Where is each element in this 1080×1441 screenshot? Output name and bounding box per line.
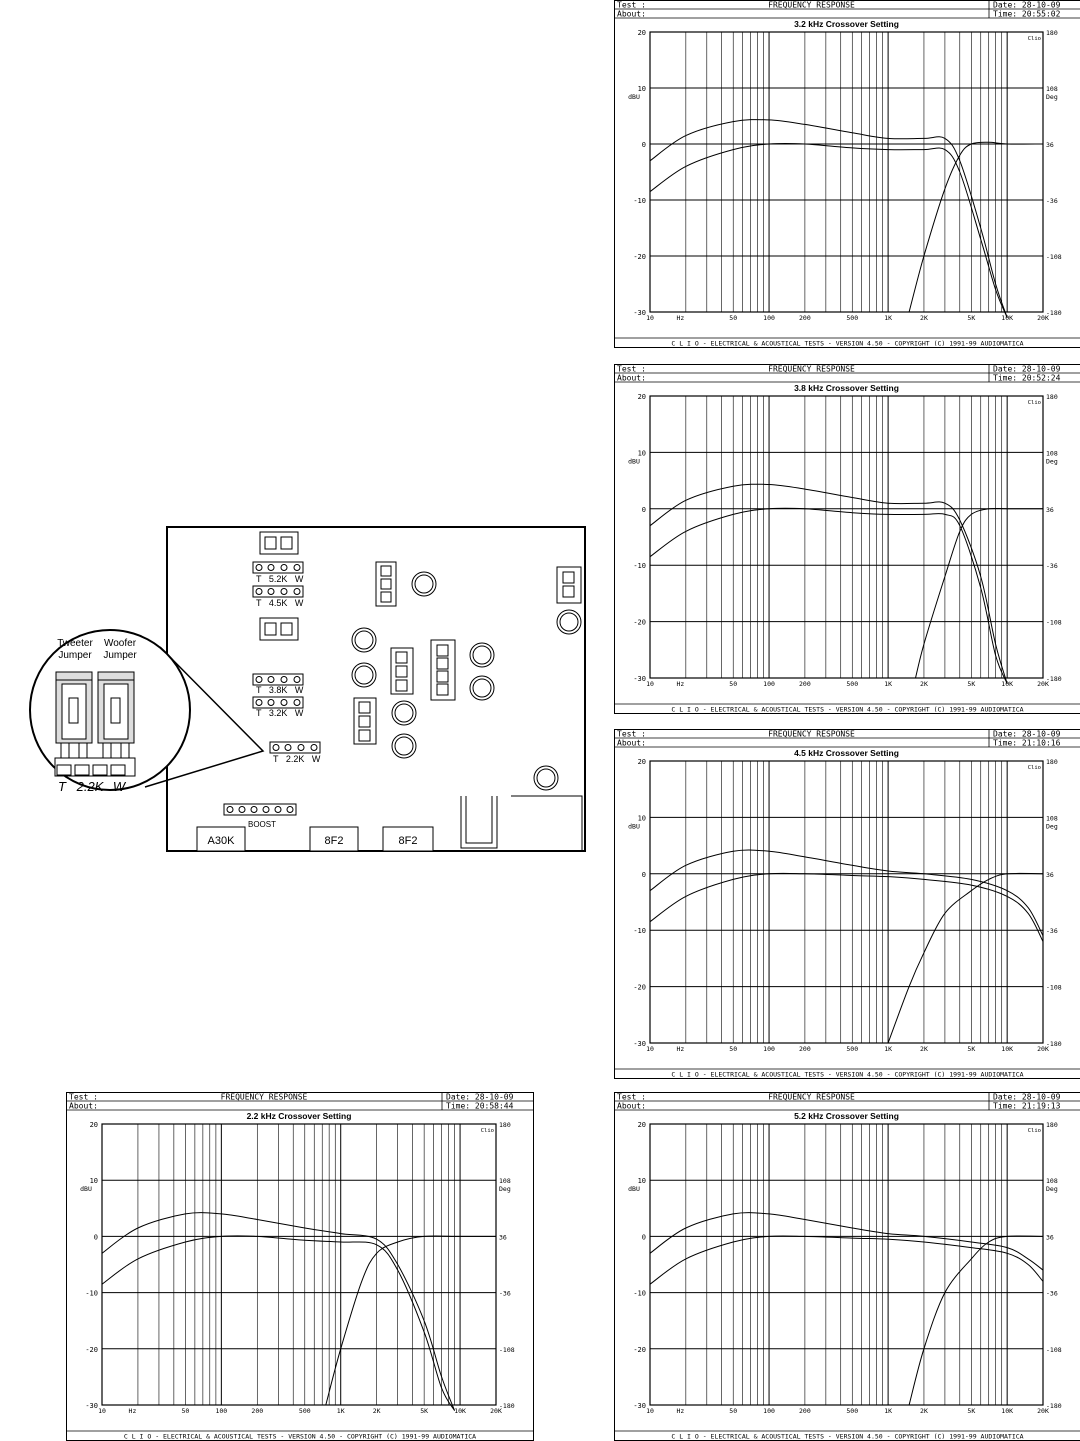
y-tick-label: 0 [642,1233,646,1241]
x-tick-label: 2K [920,1407,928,1415]
footer-text: C L I O - ELECTRICAL & ACOUSTICAL TESTS - VERSION 4.50 - COPYRIGHT (C) 1991-99 AUDIOMATICA [671,340,1023,348]
chart-title: 3.2 kHz Crossover Setting [794,19,899,29]
about-label: About: [617,739,646,748]
y2-tick-label: -108 [1046,253,1062,261]
x-tick-label: 100 [215,1407,227,1415]
x-tick-label: 10 [98,1407,106,1415]
y2-tick-label: 108 [1046,85,1058,93]
y-tick-label: -30 [633,675,646,683]
jumper-woofer [98,672,134,743]
y-unit-label: dBU [628,1185,640,1193]
y2-tick-label: -180 [499,1402,515,1410]
y-tick-label: 0 [642,871,646,879]
y-tick-label: -20 [633,253,646,261]
chart-32k [614,0,1080,348]
x-tick-label: 10K [1001,1045,1013,1053]
time-value: Time: 21:10:16 [993,739,1061,748]
x-tick-label: 2K [920,1045,928,1053]
about-label: About: [617,10,646,19]
x-tick-label: 20K [1037,680,1049,688]
y-tick-label: 10 [638,814,646,822]
x-tick-label: 1K [337,1407,345,1415]
y-tick-label: -20 [633,619,646,627]
label-8f2-right: 8F2 [399,835,418,847]
label-row-32: T 3.2K W [256,708,304,718]
jumper-tweeter [56,672,92,743]
header-title: FREQUENCY RESPONSE [768,365,855,374]
y2-unit-label: Deg [1046,93,1058,101]
header-title: FREQUENCY RESPONSE [221,1093,308,1102]
x-tick-label: 200 [799,1045,811,1053]
x-tick-label: 5K [967,1407,975,1415]
y-tick-label: -10 [633,927,646,935]
label-8f2-left: 8F2 [325,835,344,847]
x-unit-label: Hz [129,1407,137,1415]
y2-tick-label: -180 [1046,309,1062,317]
header-title: FREQUENCY RESPONSE [768,730,855,739]
y2-tick-label: -108 [1046,619,1062,627]
label-row-38: T 3.8K W [256,685,304,695]
x-unit-label: Hz [676,1407,684,1415]
about-label: About: [617,374,646,383]
boost-pins [224,804,296,815]
y-unit-label: dBU [628,457,640,465]
y-tick-label: -10 [633,1290,646,1298]
x-tick-label: 5K [967,1045,975,1053]
crossover-board-diagram [0,520,600,860]
label-row-45: T 4.5K W [256,598,304,608]
label-row-52: T 5.2K W [256,574,304,584]
x-tick-label: 20K [1037,314,1049,322]
clio-tag: Clio [1028,765,1041,771]
y-tick-label: 10 [638,85,646,93]
y2-tick-label: 108 [1046,449,1058,457]
test-label: Test : [617,1,646,10]
x-tick-label: 500 [846,680,858,688]
y-tick-label: 0 [94,1233,98,1241]
pin-row-45 [253,586,303,597]
y2-unit-label: Deg [499,1185,511,1193]
label-woofer-jumper: Woofer Jumper [103,638,137,661]
pin-row-22 [270,742,320,753]
y2-tick-label: -180 [1046,1040,1062,1048]
footer-text: C L I O - ELECTRICAL & ACOUSTICAL TESTS - VERSION 4.50 - COPYRIGHT (C) 1991-99 AUDIOMATICA [671,1433,1023,1441]
label-boost: BOOST [248,820,276,829]
y-unit-label: dBU [628,93,640,101]
chart-38k [614,364,1080,714]
y2-tick-label: 180 [499,1121,511,1129]
chart-title: 2.2 kHz Crossover Setting [247,1111,352,1121]
x-tick-label: 500 [299,1407,311,1415]
y2-tick-label: -36 [1046,562,1058,570]
y2-tick-label: -180 [1046,1402,1062,1410]
pin-row-38 [253,674,303,685]
x-tick-label: 500 [846,1045,858,1053]
x-tick-label: 10 [646,314,654,322]
x-tick-label: 200 [799,1407,811,1415]
x-tick-label: 200 [799,314,811,322]
chart-title: 4.5 kHz Crossover Setting [794,748,899,758]
test-label: Test : [617,365,646,374]
y2-tick-label: 108 [1046,814,1058,822]
y2-tick-label: 36 [499,1233,507,1241]
y-tick-label: 20 [90,1121,98,1129]
y-tick-label: -10 [633,197,646,205]
y-tick-label: 10 [638,1177,646,1185]
chart-frame [615,365,1080,714]
connector-3pin-b [391,648,413,694]
about-label: About: [69,1102,98,1111]
x-tick-label: 200 [799,680,811,688]
y-tick-label: 20 [638,393,646,401]
chart-frame [67,1093,534,1441]
x-tick-label: 10 [646,680,654,688]
x-tick-label: 5K [420,1407,428,1415]
y2-tick-label: 108 [499,1177,511,1185]
x-tick-label: 500 [846,314,858,322]
y2-tick-label: -108 [499,1346,515,1354]
y-tick-label: -20 [85,1346,98,1354]
y2-tick-label: -108 [1046,984,1062,992]
x-tick-label: 10K [1001,1407,1013,1415]
pin-row-32 [253,697,303,708]
header-title: FREQUENCY RESPONSE [768,1093,855,1102]
clio-tag: Clio [481,1128,494,1134]
y2-tick-label: -36 [1046,927,1058,935]
clio-tag: Clio [1028,36,1041,42]
y2-tick-label: -180 [1046,675,1062,683]
time-value: Time: 21:19:13 [993,1102,1061,1111]
x-tick-label: 50 [729,1407,737,1415]
x-tick-label: 20K [1037,1407,1049,1415]
date-value: Date: 28-10-09 [993,1093,1061,1102]
y-tick-label: 20 [638,758,646,766]
date-value: Date: 28-10-09 [993,365,1061,374]
x-tick-label: 10 [646,1407,654,1415]
chart-22k [66,1092,534,1441]
y-tick-label: 20 [638,29,646,37]
chart-frame [615,730,1080,1079]
y-tick-label: 0 [642,141,646,149]
connector-4pin [431,640,455,700]
test-label: Test : [617,1093,646,1102]
y2-tick-label: 36 [1046,141,1054,149]
x-tick-label: 10K [454,1407,466,1415]
y2-tick-label: -36 [499,1290,511,1298]
x-tick-label: 2K [920,680,928,688]
x-tick-label: 100 [763,680,775,688]
clio-tag: Clio [1028,1128,1041,1134]
y-tick-label: -10 [633,562,646,570]
x-tick-label: 1K [884,314,892,322]
y2-tick-label: 108 [1046,1177,1058,1185]
y-unit-label: dBU [628,822,640,830]
y2-tick-label: 36 [1046,1233,1054,1241]
y-tick-label: 10 [90,1177,98,1185]
y-tick-label: -20 [633,1346,646,1354]
chart-title: 3.8 kHz Crossover Setting [794,383,899,393]
x-tick-label: 50 [729,1045,737,1053]
y2-tick-label: -108 [1046,1346,1062,1354]
connector-3pin-a [376,562,396,606]
x-tick-label: 10K [1001,680,1013,688]
label-magnified-22k: 2.2K [76,779,105,794]
x-unit-label: Hz [676,680,684,688]
y-tick-label: -30 [633,1040,646,1048]
x-tick-label: 50 [729,314,737,322]
label-magnified-t: T [58,779,67,794]
x-tick-label: 2K [920,314,928,322]
y-tick-label: 20 [638,1121,646,1129]
x-tick-label: 50 [729,680,737,688]
x-tick-label: 5K [967,680,975,688]
clio-tag: Clio [1028,400,1041,406]
x-tick-label: 50 [182,1407,190,1415]
y-tick-label: 10 [638,449,646,457]
label-magnified-w: W [113,779,127,794]
pin-row-52 [253,562,303,573]
x-tick-label: 20K [490,1407,502,1415]
y2-tick-label: 180 [1046,393,1058,401]
y2-tick-label: -36 [1046,197,1058,205]
date-value: Date: 28-10-09 [993,1,1061,10]
x-tick-label: 100 [763,1045,775,1053]
header-title: FREQUENCY RESPONSE [768,1,855,10]
connector-2pin-right [557,567,581,603]
y-tick-label: -30 [633,309,646,317]
label-row-22: T 2.2K W [273,754,321,764]
footer-text: C L I O - ELECTRICAL & ACOUSTICAL TESTS - VERSION 4.50 - COPYRIGHT (C) 1991-99 AUDIOMATICA [671,1071,1023,1079]
test-label: Test : [617,730,646,739]
x-tick-label: 10K [1001,314,1013,322]
y-tick-label: -10 [85,1290,98,1298]
chart-frame [615,1093,1080,1441]
y-tick-label: 0 [642,506,646,514]
chart-title: 5.2 kHz Crossover Setting [794,1111,899,1121]
chart-52k [614,1092,1080,1441]
y-unit-label: dBU [80,1185,92,1193]
date-value: Date: 28-10-09 [993,730,1061,739]
y-tick-label: -20 [633,984,646,992]
footer-text: C L I O - ELECTRICAL & ACOUSTICAL TESTS - VERSION 4.50 - COPYRIGHT (C) 1991-99 AUDIOMATICA [671,706,1023,714]
label-a30k: A30K [208,835,236,847]
x-tick-label: 100 [763,1407,775,1415]
time-value: Time: 20:55:02 [993,10,1061,19]
x-tick-label: 20K [1037,1045,1049,1053]
y2-unit-label: Deg [1046,822,1058,830]
y2-unit-label: Deg [1046,1185,1058,1193]
x-tick-label: 1K [884,680,892,688]
y2-tick-label: 36 [1046,506,1054,514]
x-tick-label: 200 [251,1407,263,1415]
y2-tick-label: 36 [1046,871,1054,879]
x-tick-label: 100 [763,314,775,322]
x-tick-label: 2K [373,1407,381,1415]
y2-tick-label: 180 [1046,1121,1058,1129]
test-label: Test : [69,1093,98,1102]
x-unit-label: Hz [676,1045,684,1053]
x-tick-label: 1K [884,1407,892,1415]
y2-unit-label: Deg [1046,457,1058,465]
x-tick-label: 500 [846,1407,858,1415]
time-value: Time: 20:58:44 [446,1102,514,1111]
chart-frame [615,1,1080,348]
footer-text: C L I O - ELECTRICAL & ACOUSTICAL TESTS - VERSION 4.50 - COPYRIGHT (C) 1991-99 AUDIOMATICA [124,1433,476,1441]
x-unit-label: Hz [676,314,684,322]
x-tick-label: 1K [884,1045,892,1053]
time-value: Time: 20:52:24 [993,374,1061,383]
label-tweeter-jumper: Tweeter Jumper [57,638,93,661]
y2-tick-label: -36 [1046,1290,1058,1298]
chart-45k [614,729,1080,1079]
y2-tick-label: 180 [1046,29,1058,37]
y-tick-label: -30 [633,1402,646,1410]
x-tick-label: 10 [646,1045,654,1053]
x-tick-label: 5K [967,314,975,322]
about-label: About: [617,1102,646,1111]
y2-tick-label: 180 [1046,758,1058,766]
date-value: Date: 28-10-09 [446,1093,514,1102]
y-tick-label: -30 [85,1402,98,1410]
connector-3pin-c [354,698,376,744]
